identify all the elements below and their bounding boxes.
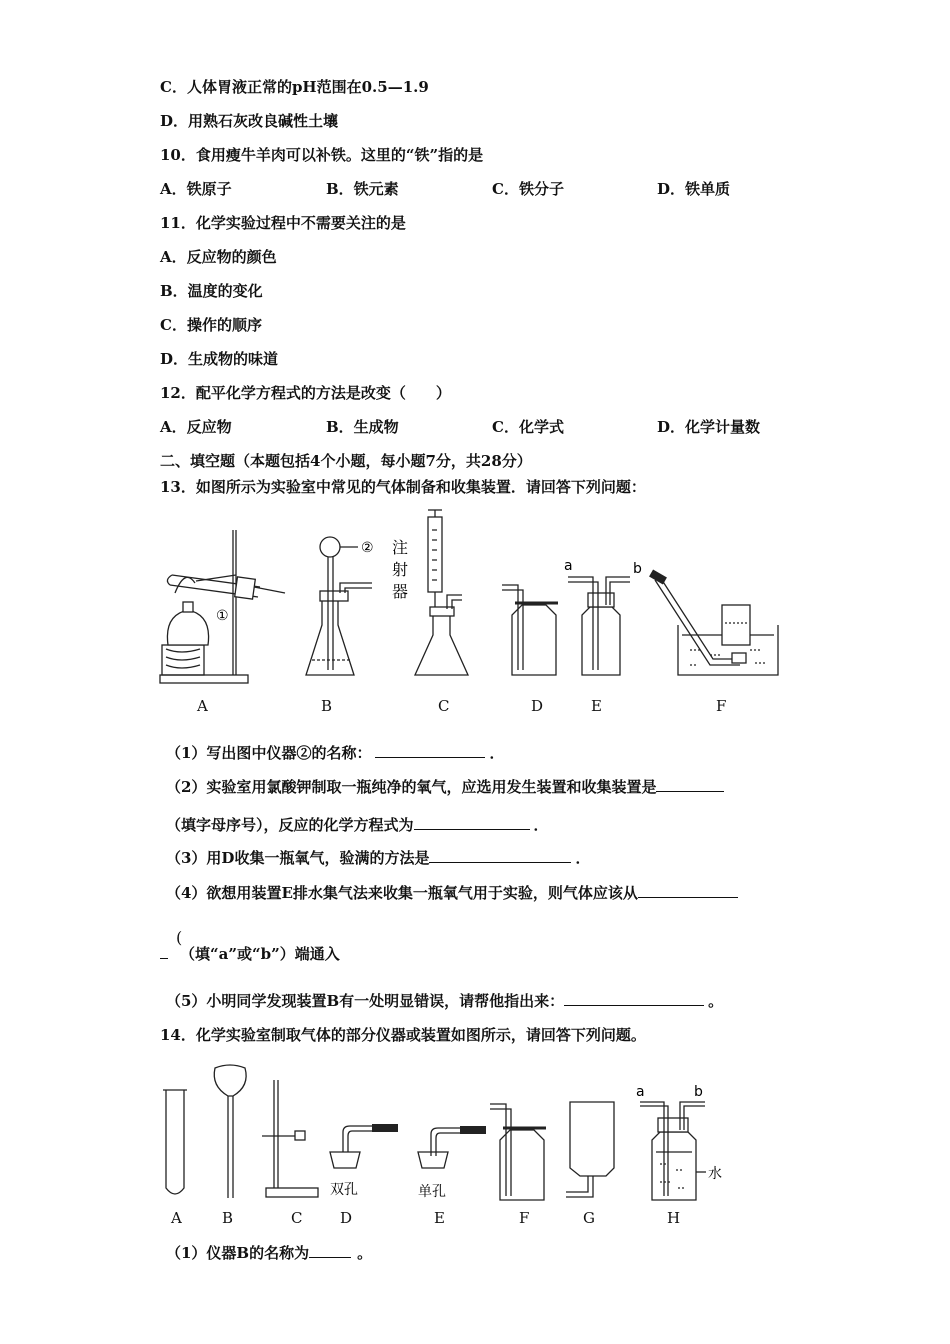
- q13-sub2a-text: （2）实验室用氯酸钾制取一瓶纯净的氧气，应选用发生装置和收集装置是: [166, 778, 657, 796]
- fig14-label-g: G: [583, 1209, 595, 1227]
- q13-sub3: [166, 848, 590, 868]
- q9-option-c: C．人体胃液正常的pH范围在0.5—1.9: [160, 78, 429, 96]
- q13-sub5-blank[interactable]: [564, 991, 704, 1006]
- apparatus-a: [160, 530, 285, 683]
- fig13-label-a: A: [197, 697, 208, 715]
- fig14-label-f: F: [519, 1209, 530, 1227]
- q9-option-d: D．用熟石灰改良碱性土壤: [160, 112, 339, 130]
- fig14-label-d: D: [340, 1209, 353, 1227]
- q12-option-a: A．反应物: [160, 418, 232, 436]
- mark-2: ②: [361, 540, 374, 556]
- fig14-label-h: H: [667, 1209, 681, 1227]
- q12-stem: 12．配平化学方程式的方法是改变（ ）: [160, 384, 451, 402]
- q13-apparatus-figure: [0, 505, 950, 735]
- q12-option-b: B．生成物: [326, 418, 399, 436]
- q13-sub1-end: ．: [489, 744, 505, 762]
- apparatus-e: [564, 558, 642, 675]
- q13-sub4a-text: （4）欲想用装置E排水集气法来收集一瓶氧气用于实验，则气体应该从: [166, 884, 638, 902]
- h-port-b: b: [694, 1084, 703, 1100]
- q13-sub3-blank[interactable]: [429, 848, 571, 863]
- q14-sub1-end: 。: [357, 1244, 373, 1262]
- fig13-label-b: B: [321, 697, 333, 715]
- section-heading: 二、填空题（本题包括4个小题，每小题7分，共28分）: [160, 452, 532, 470]
- mark-1: ①: [216, 608, 229, 624]
- instrument-b-funnel: [214, 1065, 246, 1198]
- q10-option-c: C．铁分子: [492, 180, 564, 198]
- fig13-label-c: C: [438, 697, 450, 715]
- syringe-char-1: 注: [392, 538, 409, 557]
- q13-sub1: [166, 743, 504, 763]
- q13-sub2a: [166, 777, 724, 797]
- q13-sub4a: [166, 883, 738, 903]
- q13-sub3-end: ．: [575, 849, 591, 867]
- q13-sub3-text: （3）用D收集一瓶氧气，验满的方法是: [166, 849, 430, 867]
- instrument-d-double-hole: [330, 1124, 398, 1198]
- q13-sub2-blank-1[interactable]: [656, 777, 724, 792]
- q14-instruments-figure: [0, 1060, 950, 1220]
- q13-sub5: [166, 991, 723, 1011]
- instrument-h-wash-bottle: [636, 1084, 722, 1200]
- q13-sub2b: [166, 815, 549, 835]
- syringe-char-2: 射: [392, 560, 409, 579]
- q13-sub4-paren: (: [176, 928, 183, 947]
- q10-option-b: B．铁元素: [326, 180, 399, 198]
- instrument-e-single-hole: [418, 1126, 486, 1200]
- double-hole-label: 双孔: [330, 1182, 358, 1198]
- fig14-label-b: B: [222, 1209, 234, 1227]
- q10-option-d: D．铁单质: [657, 180, 731, 198]
- port-b: b: [633, 561, 642, 577]
- apparatus-d: [502, 585, 558, 675]
- q10-stem: 10．食用瘦牛羊肉可以补铁。这里的“铁”指的是: [160, 146, 484, 164]
- q13-sub1-text: （1）写出图中仪器②的名称：: [166, 744, 372, 762]
- q13-sub2b-text: （填字母序号），反应的化学方程式为: [166, 816, 414, 834]
- q13-sub2b-end: ．: [533, 816, 549, 834]
- q13-sub4b-text: （填“a”或“b”）端通入: [180, 945, 340, 963]
- instrument-c-iron-stand: [262, 1080, 318, 1197]
- syringe-char-3: 器: [392, 582, 409, 601]
- h-port-a: a: [636, 1084, 645, 1100]
- q13-stem: 13．如图所示为实验室中常见的气体制备和收集装置．请回答下列问题：: [160, 478, 646, 496]
- apparatus-b: [306, 537, 374, 675]
- q11-option-d: D．生成物的味道: [160, 350, 279, 368]
- q12-option-c: C．化学式: [492, 418, 564, 436]
- q13-sub5-end: 。: [708, 992, 724, 1010]
- q13-sub1-blank[interactable]: [375, 743, 485, 758]
- q11-option-a: A．反应物的颜色: [160, 248, 277, 266]
- instrument-f-bottle: [490, 1104, 546, 1200]
- port-a: a: [564, 558, 573, 574]
- fig14-label-c: C: [291, 1209, 303, 1227]
- q10-option-a: A．铁原子: [160, 180, 232, 198]
- q13-sub5-text: （5）小明同学发现装置B有一处明显错误，请帮他指出来：: [166, 992, 565, 1010]
- apparatus-c: [392, 510, 468, 675]
- water-label: 水: [708, 1166, 722, 1182]
- fig14-label-e: E: [434, 1209, 445, 1227]
- fig13-label-f: F: [716, 697, 727, 715]
- apparatus-f: [649, 570, 778, 675]
- q14-stem: 14．化学实验室制取气体的部分仪器或装置如图所示，请回答下列问题。: [160, 1026, 646, 1044]
- fig13-label-d: D: [531, 697, 544, 715]
- instrument-g-inverted-bottle: [566, 1102, 614, 1197]
- q14-sub1: [166, 1243, 372, 1263]
- q11-option-c: C．操作的顺序: [160, 316, 262, 334]
- q13-sub4b: [160, 944, 340, 964]
- q13-sub2-blank-2[interactable]: [414, 815, 530, 830]
- q13-sub4-blank-lead[interactable]: [160, 944, 168, 959]
- fig13-label-e: E: [591, 697, 602, 715]
- q11-stem: 11．化学实验过程中不需要关注的是: [160, 214, 406, 232]
- q14-sub1-text: （1）仪器B的名称为: [166, 1244, 310, 1262]
- q11-option-b: B．温度的变化: [160, 282, 263, 300]
- q14-sub1-blank[interactable]: [309, 1243, 351, 1258]
- q13-sub4-blank[interactable]: [638, 883, 738, 898]
- fig14-label-a: A: [171, 1209, 182, 1227]
- instrument-a-test-tube: [166, 1090, 184, 1194]
- single-hole-label: 单孔: [418, 1184, 446, 1200]
- q12-option-d: D．化学计量数: [657, 418, 761, 436]
